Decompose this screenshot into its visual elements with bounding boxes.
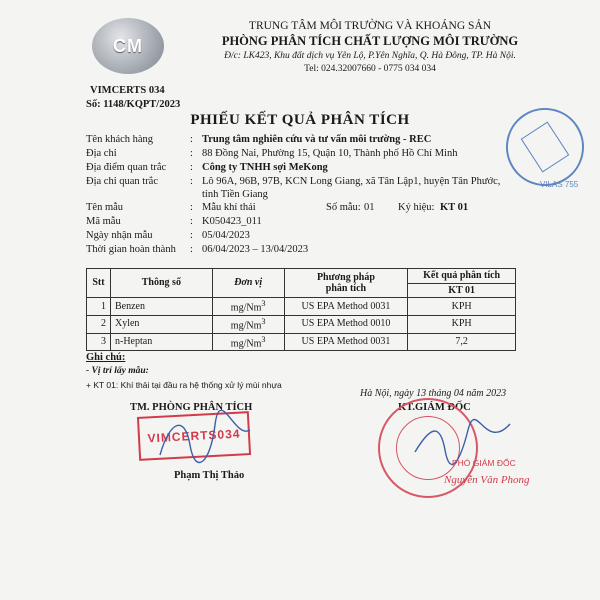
- table-row: [87, 298, 516, 316]
- left-signatory-name: Phạm Thị Thảo: [174, 470, 245, 481]
- received-label: Ngày nhận mẫu: [86, 230, 153, 241]
- header-method-line2: phân tích: [325, 283, 367, 294]
- site-value: Công ty TNHH sợi MeKong: [202, 162, 328, 173]
- address-value: 88 Đồng Nai, Phường 15, Quận 10, Thành phố Hồ Chí Minh: [202, 148, 458, 159]
- cell-result: KPH: [408, 298, 516, 316]
- colon: :: [190, 162, 193, 173]
- site-address-label: Địa chỉ quan trắc: [86, 176, 159, 187]
- cell-method: US EPA Method 0031: [284, 298, 408, 316]
- header-param: Thông số: [110, 269, 212, 298]
- completion-value: 06/04/2023 – 13/04/2023: [202, 244, 309, 255]
- vilas-label: VILAS 755: [540, 180, 579, 189]
- colon: :: [190, 176, 193, 187]
- header-result-line1: Kết quả phân tích: [408, 269, 516, 284]
- completion-label: Thời gian hoàn thành: [86, 244, 176, 255]
- notes-location-title: - Vị trí lấy mẫu:: [86, 366, 149, 376]
- header-method: [284, 269, 408, 298]
- cell-unit: [212, 315, 284, 333]
- received-value: 05/04/2023: [202, 230, 250, 241]
- symbol-label: Ký hiệu:: [398, 202, 435, 213]
- unit-sup: 3: [261, 299, 266, 308]
- header-result-line2: KT 01: [408, 283, 516, 298]
- cell-param: Benzen: [110, 298, 212, 316]
- vimcerts-stamp-text: VIMCERTS034: [147, 426, 241, 446]
- page-title: PHIẾU KẾT QUẢ PHÂN TÍCH: [190, 112, 410, 128]
- vimcerts-code: VIMCERTS 034: [90, 85, 165, 96]
- colon: :: [190, 134, 193, 145]
- sample-code-value: K050423_011: [202, 216, 262, 227]
- unit-text: mg/Nm: [230, 302, 262, 314]
- header-unit: Đơn vị: [212, 269, 284, 298]
- sample-code-label: Mã mẫu: [86, 216, 121, 227]
- accreditation-mark: [521, 122, 570, 173]
- site-label: Địa điểm quan trắc: [86, 162, 167, 173]
- sample-count-value: 01: [364, 202, 375, 213]
- header-stt: Stt: [87, 269, 111, 298]
- logo-text: CM: [113, 35, 143, 56]
- colon: :: [190, 216, 193, 227]
- org-line2: PHÒNG PHÂN TÍCH CHẤT LƯỢNG MÔI TRƯỜNG: [221, 34, 519, 48]
- cell-unit: [212, 333, 284, 351]
- cell-param: n-Heptan: [110, 333, 212, 351]
- cell-result: KPH: [408, 315, 516, 333]
- unit-text: mg/Nm: [230, 320, 262, 332]
- sample-count-label: Số mẫu:: [326, 202, 361, 213]
- colon: :: [190, 148, 193, 159]
- table-row: [87, 333, 516, 351]
- table-row: [87, 315, 516, 333]
- cell-stt: 2: [87, 315, 111, 333]
- left-signatory-title: TM. PHÒNG PHÂN TÍCH: [130, 402, 253, 413]
- date-line: Hà Nội, ngày 13 tháng 04 năm 2023: [360, 388, 507, 399]
- document-number: Số: 1148/KQPT/2023: [86, 99, 181, 110]
- results-table: [86, 268, 516, 351]
- cell-result: 7,2: [408, 333, 516, 351]
- sample-name-value: Mẫu khí thải: [202, 202, 256, 213]
- unit-sup: 3: [261, 316, 266, 326]
- cell-method: US EPA Method 0031: [284, 333, 408, 351]
- symbol-value: KT 01: [440, 202, 469, 213]
- org-line1: TRUNG TÂM MÔI TRƯỜNG VÀ KHOÁNG SẢN: [248, 20, 492, 32]
- cell-stt: 1: [87, 298, 111, 316]
- notes-title: Ghi chú:: [86, 352, 126, 363]
- cell-method: US EPA Method 0010: [284, 315, 408, 333]
- right-signatory-title: KT.GIÁM ĐỐC: [398, 402, 471, 413]
- cell-unit: [212, 298, 284, 316]
- header-method-line1: Phương pháp: [316, 271, 375, 283]
- notes-location-item: + KT 01: Khí thải tại đầu ra hệ thống xử lý mùi nhựa: [86, 380, 282, 390]
- site-address-value-line1: Lô 96A, 96B, 97B, KCN Long Giang, xã Tân Lập1, huyện Tân Phước,: [202, 176, 501, 187]
- cell-param: Xylen: [110, 315, 212, 333]
- table-header-row: [87, 269, 516, 284]
- address-label: Địa chỉ: [86, 148, 117, 159]
- right-signatory-role: PHÓ GIÁM ĐỐC: [452, 458, 516, 468]
- customer-value: Trung tâm nghiên cứu và tư vấn môi trường - REC: [202, 134, 432, 145]
- left-signature: [140, 410, 260, 470]
- cm-logo: [92, 18, 164, 74]
- unit-sup: 3: [261, 334, 266, 344]
- org-address: Đ/c: LK423, Khu đất dịch vụ Yên Lộ, P.Yên Nghĩa, Q. Hà Đông, TP. Hà Nội.: [224, 51, 516, 61]
- customer-label: Tên khách hàng: [86, 134, 154, 145]
- colon: :: [190, 230, 193, 241]
- cell-stt: 3: [87, 333, 111, 351]
- sample-name-label: Tên mẫu: [86, 202, 124, 213]
- unit-text: mg/Nm: [230, 337, 262, 349]
- right-signatory-name: Nguyễn Văn Phong: [444, 474, 530, 486]
- colon: :: [190, 202, 193, 213]
- site-address-value-line2: tỉnh Tiền Giang: [202, 189, 268, 200]
- colon: :: [190, 244, 193, 255]
- org-tel: Tel: 024.32007660 - 0775 034 034: [304, 64, 436, 74]
